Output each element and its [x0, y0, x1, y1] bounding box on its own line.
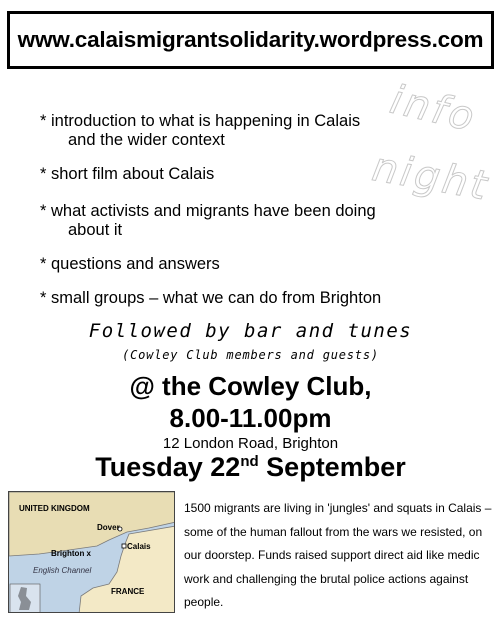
event-month: September: [266, 452, 406, 482]
info-watermark: info: [385, 76, 482, 142]
agenda-item-text: * short film about Calais: [40, 165, 215, 183]
channel-map: [8, 491, 175, 613]
uk-label: UNITED KINGDOM: [19, 504, 90, 513]
website-url: www.calaismigrantsolidarity.wordpress.com: [17, 27, 484, 52]
venue-address: 12 London Road, Brighton: [162, 435, 339, 452]
day-suffix: nd: [240, 453, 259, 470]
channel-label: English Channel: [33, 566, 92, 575]
calais-marker: [122, 544, 126, 548]
agenda-item: [40, 165, 214, 184]
agenda-item-continuation: about it: [68, 221, 123, 239]
agenda-item: [40, 112, 360, 150]
brighton-label: Brighton x: [51, 549, 91, 558]
followed-by-text: Followed by bar and tunes: [88, 320, 413, 342]
dover-label: Dover: [97, 523, 120, 532]
event-day: Tuesday 22: [95, 452, 241, 482]
website-url-box: [7, 11, 494, 69]
members-note: (Cowley Club members and guests): [122, 348, 379, 362]
agenda-item-text: * introduction to what is happening in Calais: [40, 112, 361, 130]
event-time: 8.00-11.00pm: [169, 403, 332, 433]
france-label: FRANCE: [111, 587, 145, 596]
agenda-item-text: * small groups – what we can do from Brighton: [40, 289, 382, 307]
agenda-item-text: * questions and answers: [40, 255, 220, 273]
night-watermark: night: [368, 144, 493, 210]
agenda-item: [40, 202, 376, 240]
agenda-item-continuation: and the wider context: [68, 131, 225, 149]
info-paragraph: 1500 migrants are living in 'jungles' and squats in Calais – some of the human fallout from the wars we resisted, on our doorstep. Funds raised support direct aid like medic work and challenging the brutal police actions against people.: [184, 501, 492, 609]
agenda-item-text: * what activists and migrants have been doing: [40, 202, 376, 220]
event-date: [0, 452, 501, 483]
calais-label: Calais: [127, 542, 151, 551]
agenda-item: [40, 255, 220, 274]
agenda-item: [40, 289, 381, 308]
venue-name: @ the Cowley Club,: [129, 371, 372, 401]
